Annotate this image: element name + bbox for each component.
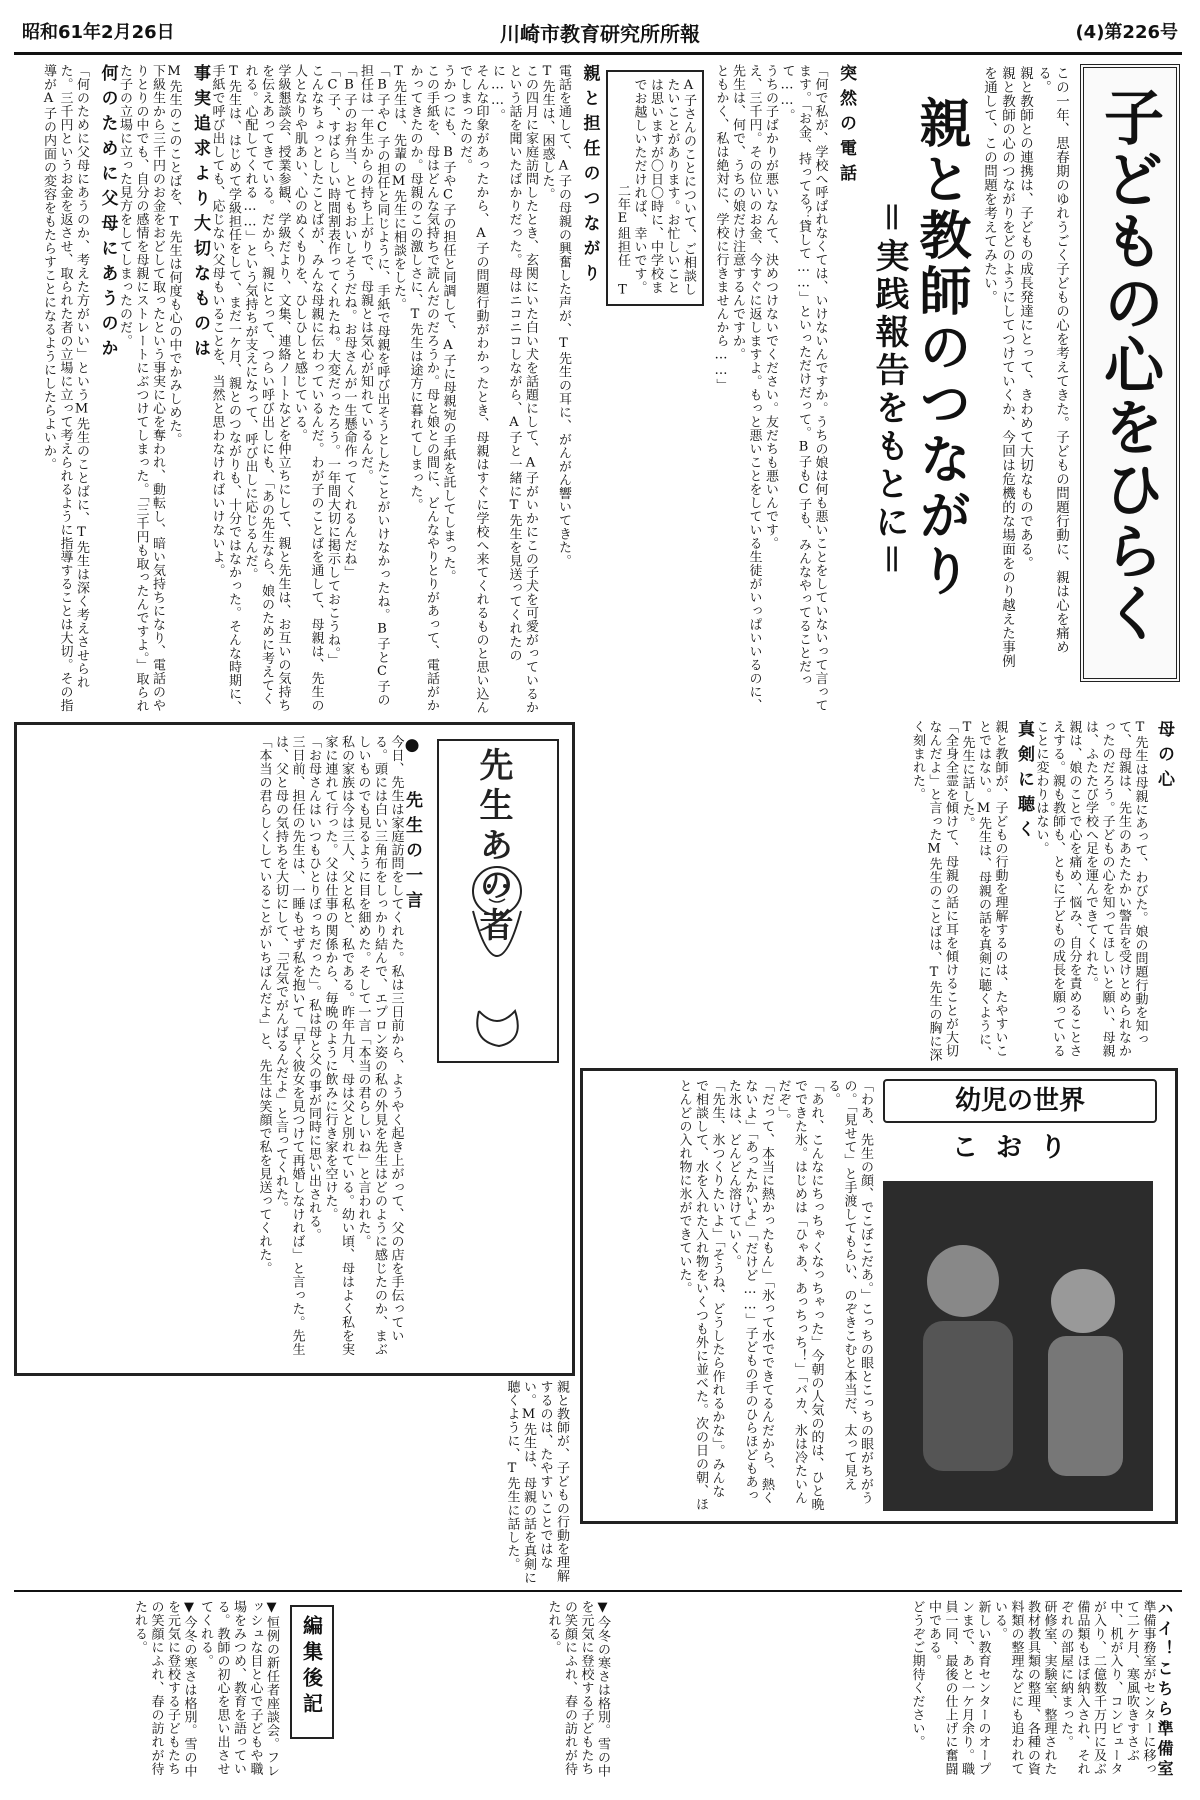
body-paragraph: え、三千円。その位いのお金、今すぐに返しますよ。もっと悪いことをしている生徒がいっぱいいるのに、先生は、何で、うちの娘だけ注意するんですか。 xyxy=(730,64,762,712)
body-paragraph: そんな印象があったから、A子の問題行動がわかったとき、母親はすぐに学校へ来てくれるものと思い込んでしまったのだ。 xyxy=(457,64,489,714)
hensyu-heading-box xyxy=(290,1605,334,1739)
memo-signature: 二年E組担任 T xyxy=(615,184,630,298)
section-heading: 親と担任のつながり xyxy=(579,64,600,289)
issue-date: 昭和61年2月26日 xyxy=(22,22,175,43)
body-paragraph: 電話を通して、A子の母親の興奮した声が、T先生の耳に、がんがん響いてきた。 xyxy=(556,64,571,568)
sensei-text xyxy=(25,735,420,1360)
section-heading: 突然の電話 xyxy=(836,64,856,189)
header-rule xyxy=(14,52,1182,55)
body-paragraph: 親と教師が、子どもの行動を理解するのは、たやすいことではない。M先生は、母親の話を真剣に聴くように、T先生に話した。 xyxy=(504,1380,569,1585)
lead-paragraph: この一年、思春期のゆれうごく子どもの心を考えてきた。子どもの問題行動に、親は心を痛める。 xyxy=(1035,66,1069,654)
body-paragraph: 「何で私が、学校へ呼ばれなくては、いけないんですか。うちの娘は何も悪いことをしていないって言ってます。「お金、持ってる？貸して……」といっただけだって。B子もC子も、みんなやってることだって……。 xyxy=(779,64,828,712)
hensyu-heading: 編集後記 xyxy=(299,1615,324,1719)
section-heading: 真剣に聴く xyxy=(1014,720,1034,845)
sensei-paragraph: 「本当の君らしくしていることがいちばんだよ」と、先生は笑顔で私を見送ってくれた。 xyxy=(256,735,272,1275)
youji-paragraph: 「わあ、先生の顔、でこぼこだあ。」こっちの眼とこっちの眼がちがうの。「見せて」と手渡してもらい、のぞきこむと本当だ、太って見える。 xyxy=(825,1079,873,1505)
photo-placeholder-icon xyxy=(883,1181,1153,1511)
youji-box xyxy=(580,1068,1178,1524)
junbi-paragraph: 準備事務室がセンターに移って二ケ月、寒風吹きすさぶ中、机が入り、コンピュータが入り、二億数千万円に及ぶ備品類もほぼ納入され、それぞれの部屋に納まった。 xyxy=(1058,1600,1156,1776)
body-paragraph: T先生は母親にあって、わびた。娘の問題行動を知って、母親は、先生のあたたかい警告を受けとめられなかったのだろう。子どもの心を知ってほしいと願い、母親は、ふたたび学校へ足を運んできてくれた。 xyxy=(1083,720,1148,1058)
hensyu-paragraph: ▼恒例の新任者座談会。フレッシュな目と心で子どもや職場をみつめ、教育を語っている。教師の初心を思い出させてくれる。 xyxy=(198,1600,279,1778)
series-banner xyxy=(1080,64,1180,682)
main-title: 親と教師のつながり xyxy=(910,96,971,600)
hensyu-text xyxy=(14,1600,279,1788)
hensyu-paragraph: ▼今冬の寒さは格別。雪の中を元気に登校する子どもたちの笑顔にふれ、春の訪れが待たれる。 xyxy=(132,1600,197,1778)
body-paragraph: 「B子のお弁当、とてもおいしそうだね。お母さんが一生懸命作ってくれるんだね」 xyxy=(341,64,357,579)
sensei-paragraph: 三日前、担任の先生は、一睡もせず私を抱いて「早く彼女を見つけて再婚しなければ」と言った。先生は、父と母の気持ちを大切にして、「元気でがんばるんだよ」と言ってくれた。 xyxy=(273,735,305,1356)
body-paragraph: M先生のこのことばを、T先生は何度も心の中でかみしめた。 xyxy=(166,64,182,446)
children-photo xyxy=(883,1181,1153,1511)
junbi-paragraph: 新しい教育センターのオープンまで、あと一ケ月余り。職員一同、最後の仕上げに奮闘中である。 xyxy=(926,1600,991,1776)
drawing-caption: 先生あの者 xyxy=(473,747,513,947)
youji-paragraph: 「先生、氷つくりたいよ」「そうね、どうしたら作れるかな」。みんなで相談して、水を入れた入れ物をいくつも外に並べた。次の日の朝、ほとんどの入れ物に氷ができていた。 xyxy=(676,1079,725,1511)
youji-paragraph: 「だって、本当に熱かったもん」「氷って水でできてるんだから、熱くないよ」「あったかいよ」「だけど……」子どもの手のひらほどもあった氷は、どんどん溶けていく。 xyxy=(726,1079,774,1505)
sensei-box xyxy=(14,722,575,1376)
body-paragraph: 「B子やC子の担任と同じように、手紙で母親を呼び出そうとしたことがいけなかったね。B子とC子の担任は一年生からの持ち上がりで、母親とは気心が知れているんだ。 xyxy=(358,64,390,707)
body-paragraph: T先生は、困惑した。 xyxy=(539,64,555,201)
body-paragraph: 親は、娘のことで心を痛め、悩み、自分を責めることさえする。親も教師も、ともに子どもの成長を願っていることに変わりはない。 xyxy=(1033,720,1082,1058)
youji-title: 幼児の世界 xyxy=(883,1079,1157,1123)
drawing-frame xyxy=(437,739,559,1063)
section-heading: 何のために父母にあうのか xyxy=(97,64,118,364)
body-paragraph: この手紙を、母はどんな気持ちで読んだのだろうか。母と娘との間に、どんなやりとりがあって、電話がかかってきたのか。母親のこの激しさに、T先生は途方に暮れてしまった。 xyxy=(407,64,439,712)
youji-subtitle: こおり xyxy=(951,1133,1084,1163)
memo-line: A子さんのことについて、ご相談したいことがあります。お忙しいことは思いますが〇日〇時に、中学校までお越しいただければ、幸いです。 xyxy=(631,78,696,296)
bottom-rule xyxy=(14,1590,1182,1592)
body-paragraph: ともかく、私は絶対に、学校に行きませんから……」 xyxy=(713,64,729,392)
body-paragraph: 学級懇談会、授業参観、学級だより、文集、連絡ノートなどを仲立ちにして、親と先生は、お互いの気持ちを伝えあってきている。だから、親にとって、つらい呼び出しにも、「あの先生なら、娘のために考えてくれる。心配してくれる……」という気持ちが支えになって、呼び出しに応じるんだ。 xyxy=(242,64,291,712)
junbi-paragraph: どうぞご期待ください。 xyxy=(909,1600,925,1749)
issue-number: (4)第226号 xyxy=(1075,22,1178,43)
section-heading: 母の心 xyxy=(1154,720,1174,795)
junbi-heading: ハイ！こちら準備室 xyxy=(1155,1600,1174,1780)
youji-text xyxy=(593,1079,873,1511)
memo-box xyxy=(606,70,705,306)
body-paragraph: 下級生から三千円のお金をおどして取ったという事実に心を奪われ、動転し、暗い気持ちになり、電話のやりとりの中でも、自分の感情を母親にストレートにぶつけてしまった。「三千円も取ったんですよ。」取られた子の立場に立った見方をしてしまったのだ。 xyxy=(117,64,165,713)
body-paragraph: うちの子ばかりが悪いなんて、決めつけないでください。友だちも悪いんです。 xyxy=(763,64,778,550)
body-paragraph: T先生は、はじめて学級担任をして、まだ一ケ月、親とのつながりも、十分ではなかった。そんな時期に、手紙で呼び出しても、応じない父母もいることを、当然と思わなければいけないよ。 xyxy=(209,64,241,714)
body-paragraph: 「何のために父母にあうのか、考えた方がいい」というM先生のことばに、T先生は深く考えさせられた。三千円というお金を返させ、取られた者の立場に立って考えられるように指導することは大切。その指導がA子の内面の変容をもたらすことになるようにしたらよいか。 xyxy=(41,64,89,712)
youji-paragraph: 「あれ、こんなにちっちゃくなっちゃった」今朝の人気の的は、ひと晩でできた氷。はじめは「ひゃあ、あっちっち！」「バカ、氷は冷たいんだぞ」。 xyxy=(775,1079,824,1511)
lead-paragraph: 親と教師の心のつながりをどのようにしてつけていくか、今回は危機的な場面をのり越えた事例を通して、この問題を考えてみたい。 xyxy=(981,66,1015,668)
body-paragraph: 「C子、すばらしい時間割表作ってくれたね。大変だったろう。一年間大切に掲示しておこうね。」 xyxy=(325,64,340,667)
main-subtitle: ＝実践報告をもとに＝ xyxy=(869,200,909,580)
hensyu-paragraph: ▼今冬の寒さは格別。雪の中を元気に登校する子どもたちの笑顔にふれ、春の訪れが待たれる。 xyxy=(545,1600,610,1778)
hensyu-text-extra xyxy=(340,1600,610,1788)
mother-heart-block xyxy=(580,720,1172,1065)
body-paragraph: この四月に家庭訪問したとき、玄関にいた白い犬を話題にして、A子がいかにこの子犬を可愛がっているかという話を聞いたばかりだった。母はニコニコしながら、A子と一緒にT先生を見送ってくれたのに……。 xyxy=(490,64,538,714)
lead-text xyxy=(975,66,1070,676)
junbi-paragraph: 研修室、実験室、整理された教材教具類の整理、各種の資料類の整理などにも追われている。 xyxy=(992,1600,1057,1776)
body-paragraph: うかつにも、B子やC子の担任と同調して、A子に母親宛の手紙を託してしまった。 xyxy=(440,64,456,583)
body-paragraph: こんなちょっとしたことばが、みんな母親に伝わっているんだ。わが子のことばを通して、母親は、先生の人となりや肌あい、心のぬくもりを、ひしひしと感じている。 xyxy=(292,64,324,712)
sensei-paragraph: 「お母さんはいつもひとりぼっちだった」。私は母と父の事が同時に思い出される。 xyxy=(306,735,321,1242)
upper-body xyxy=(14,64,854,714)
sensei-label: ● 先生の一言 xyxy=(402,735,422,916)
sensei-paragraph: 私の家族は今は三人、父と私と、私である。昨年九月、母は父と別れている。幼い頃、母はよく私を実家に連れて行った。父は仕事の関係から、毎晩のように飲みに行き家を空けた。 xyxy=(322,735,354,1356)
junbi-section xyxy=(620,1600,1172,1788)
lead-paragraph: 親と教師との連携は、子どもの成長発達にとって、きわめて大切なものである。 xyxy=(1017,66,1033,570)
series-title: 子どもの心をひらく xyxy=(1094,86,1164,644)
section-heading: 事実追求より大切なものは xyxy=(190,64,210,364)
publisher-name: 川崎市教育研究所所報 xyxy=(500,22,700,46)
sensei-paragraph: 今日、先生は家庭訪問をしてくれた。私は三日前から、ようやく起き上がって、父の店を手伝っている。頭には白い三角布をしっかり結んで、エプロン姿の私の外見を先生はどのように感じたのか、まぶしいものでも見るように目を細めた。そして一言「本当の君らしいね」と言われた。 xyxy=(355,735,404,1356)
lower-body xyxy=(14,1380,569,1585)
body-paragraph: T先生は、先輩のM先生に相談をした。 xyxy=(391,64,406,311)
sensei-label-text: 先生の一言 xyxy=(402,791,422,916)
body-paragraph: 親と教師が、子どもの行動を理解するのは、たやすいことではない。M先生は、母親の話を真剣に聴くように、T先生に話した。 xyxy=(959,720,1008,1060)
body-paragraph: 「全身全霊を傾けて、母親の話に耳を傾けることが大切なんだよ」と言ったM先生のことばは、T先生の胸に深く刻まれた。 xyxy=(910,720,958,1062)
